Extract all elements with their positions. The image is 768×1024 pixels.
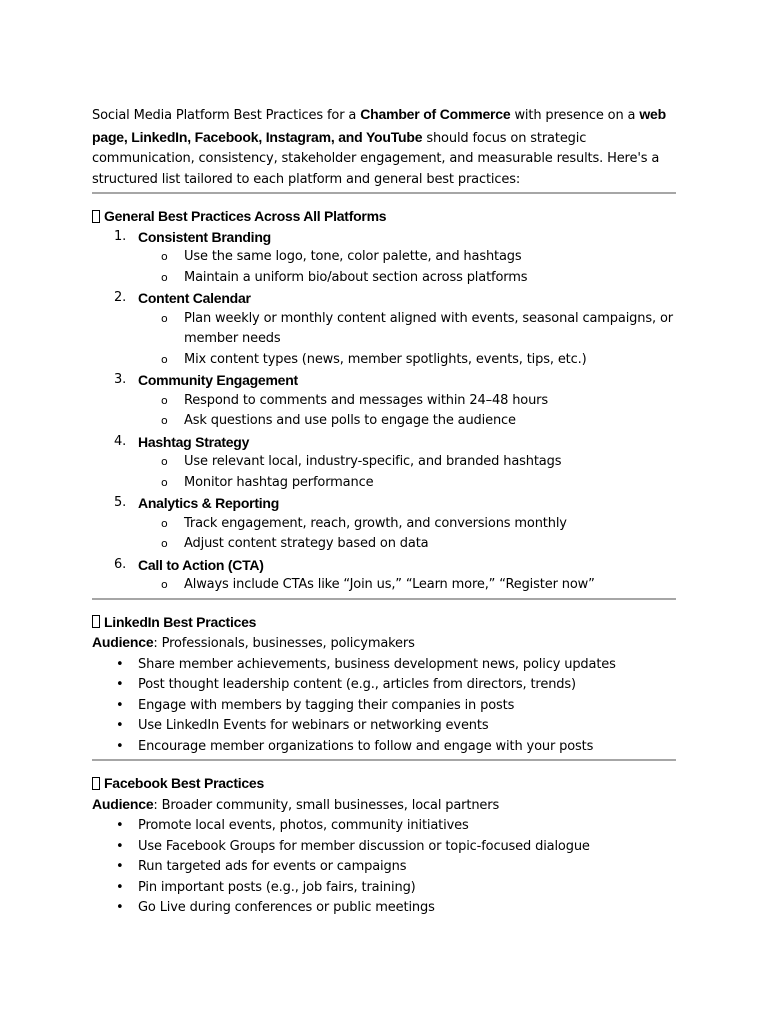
- list-item-text: Go Live during conferences or public meetings: [138, 900, 435, 915]
- facebook-bullet-list: [92, 816, 676, 919]
- list-item: [92, 878, 676, 899]
- bullet-icon: •: [116, 900, 124, 915]
- list-item: [92, 837, 676, 858]
- sub-list-item-text: Use relevant local, industry-specific, and branded hashtags: [184, 454, 562, 469]
- list-number: 6.: [114, 556, 127, 572]
- sub-list-item-text: Respond to comments and messages within 24–48 hours: [184, 392, 548, 408]
- sub-list: [138, 309, 676, 371]
- linkedin-section: [92, 612, 676, 758]
- facebook-audience-label: Audience: [92, 795, 154, 812]
- facebook-section: [92, 773, 676, 919]
- list-item: [92, 898, 676, 919]
- list-item-title: Content Calendar: [138, 290, 251, 306]
- list-number: 4.: [114, 433, 127, 449]
- missing-glyph-icon: [92, 615, 100, 628]
- intro-text-1: Social Media Platform Best Practices for a: [92, 108, 361, 123]
- list-item-text: Pin important posts (e.g., job fairs, training): [138, 879, 416, 895]
- section-divider: [92, 192, 676, 194]
- general-heading: [92, 206, 676, 227]
- list-item-title: Hashtag Strategy: [138, 433, 250, 450]
- circle-bullet-icon: o: [161, 414, 168, 427]
- bullet-icon: •: [116, 859, 124, 874]
- sub-list-item-text: Adjust content strategy based on data: [184, 536, 429, 551]
- list-item-title: Consistent Branding: [138, 228, 271, 245]
- sub-list: [138, 247, 676, 288]
- list-item: [92, 857, 676, 878]
- list-item-text: Engage with members by tagging their companies in posts: [138, 697, 515, 713]
- bullet-icon: •: [116, 697, 124, 713]
- intro-paragraph: [92, 104, 676, 190]
- bullet-icon: •: [116, 818, 124, 833]
- intro-bold-chamber: Chamber of Commerce: [360, 106, 511, 122]
- circle-bullet-icon: o: [161, 516, 168, 530]
- list-item-text: Use LinkedIn Events for webinars or networking events: [138, 718, 489, 733]
- intro-bold-platforms: web page, LinkedIn, Facebook, Instagram, and YouTube: [92, 106, 666, 145]
- circle-bullet-icon: o: [161, 352, 168, 366]
- linkedin-heading-text: LinkedIn Best Practices: [104, 613, 257, 630]
- sub-list-item: [138, 473, 676, 494]
- document-body: [92, 104, 676, 919]
- circle-bullet-icon: o: [161, 475, 168, 489]
- circle-bullet-icon: o: [161, 455, 168, 468]
- bullet-icon: •: [116, 656, 124, 672]
- list-item-text: Promote local events, photos, community initiatives: [138, 818, 469, 833]
- sub-list-item: [138, 309, 676, 350]
- sub-list-item: [138, 575, 676, 596]
- sub-list: [138, 391, 676, 432]
- numbered-list-item: [92, 555, 676, 596]
- sub-list-item-text: Ask questions and use polls to engage the audience: [184, 413, 516, 428]
- linkedin-heading: [92, 612, 676, 633]
- list-item: [92, 696, 676, 717]
- sub-list-item-text: Use the same logo, tone, color palette, and hashtags: [184, 249, 522, 264]
- circle-bullet-icon: o: [161, 250, 168, 263]
- list-number: 5.: [114, 495, 127, 510]
- sub-list: [138, 514, 676, 555]
- list-number: 1.: [114, 228, 127, 244]
- sub-list-item: [138, 514, 676, 535]
- facebook-heading: [92, 773, 676, 794]
- list-item: [92, 675, 676, 696]
- numbered-list-item: [92, 370, 676, 432]
- list-item-title: Call to Action (CTA): [138, 556, 264, 573]
- list-item-text: Post thought leadership content (e.g., articles from directors, trends): [138, 677, 576, 692]
- sub-list: [138, 575, 676, 596]
- list-item-title: Community Engagement: [138, 372, 298, 388]
- bullet-icon: •: [116, 718, 124, 733]
- numbered-list-item: [92, 288, 676, 370]
- list-item-text: Run targeted ads for events or campaigns: [138, 859, 407, 874]
- linkedin-audience-text: : Professionals, businesses, policymakers: [153, 636, 415, 651]
- list-item: [92, 716, 676, 737]
- circle-bullet-icon: o: [161, 393, 168, 407]
- intro-text-2: with presence on a: [510, 108, 640, 123]
- sub-list-item-text: Mix content types (news, member spotlights, events, tips, etc.): [184, 351, 587, 367]
- circle-bullet-icon: o: [161, 537, 168, 550]
- intro-text-3: should focus on strategic communication, consistency, stakeholder engagement, and measurable results. Here's a structured list tailored to each platform and general best practices:: [92, 130, 660, 187]
- list-number: 3.: [114, 372, 127, 387]
- sub-list-item: [138, 247, 676, 268]
- general-heading-text: General Best Practices Across All Platforms: [104, 208, 387, 224]
- facebook-heading-text: Facebook Best Practices: [104, 775, 264, 791]
- bullet-icon: •: [116, 838, 124, 854]
- sub-list-item: [138, 452, 676, 473]
- facebook-audience-text: : Broader community, small businesses, local partners: [153, 797, 500, 813]
- sub-list-item-text: Always include CTAs like “Join us,” “Learn more,” “Register now”: [184, 577, 595, 592]
- sub-list-item-text: Track engagement, reach, growth, and conversions monthly: [184, 515, 567, 531]
- list-item: [92, 655, 676, 676]
- section-divider: [92, 598, 676, 600]
- circle-bullet-icon: o: [161, 270, 168, 284]
- list-item-title: Analytics & Reporting: [138, 495, 279, 511]
- sub-list-item: [138, 534, 676, 555]
- list-item: [92, 737, 676, 758]
- missing-glyph-icon: [92, 210, 100, 223]
- sub-list: [138, 452, 676, 493]
- bullet-icon: •: [116, 677, 124, 692]
- sub-list-item-text: Plan weekly or monthly content aligned with events, seasonal campaigns, or member needs: [184, 310, 673, 346]
- numbered-list-item: [92, 493, 676, 555]
- missing-glyph-icon: [92, 777, 100, 790]
- list-item-text: Use Facebook Groups for member discussion or topic-focused dialogue: [138, 838, 590, 854]
- sub-list-item: [138, 411, 676, 432]
- sub-list-item-text: Monitor hashtag performance: [184, 474, 374, 490]
- linkedin-bullet-list: [92, 655, 676, 758]
- circle-bullet-icon: o: [161, 311, 168, 325]
- list-item: [92, 816, 676, 837]
- sub-list-item: [138, 391, 676, 412]
- numbered-list-item: [92, 432, 676, 494]
- numbered-list-item: [92, 227, 676, 289]
- circle-bullet-icon: o: [161, 578, 168, 591]
- bullet-icon: •: [116, 738, 124, 754]
- list-number: 2.: [114, 290, 127, 305]
- list-item-text: Share member achievements, business development news, policy updates: [138, 656, 616, 672]
- facebook-audience: [92, 794, 676, 817]
- bullet-icon: •: [116, 879, 124, 895]
- section-divider: [92, 759, 676, 761]
- sub-list-item-text: Maintain a uniform bio/about section across platforms: [184, 269, 528, 285]
- sub-list-item: [138, 350, 676, 371]
- list-item-text: Encourage member organizations to follow and engage with your posts: [138, 738, 594, 754]
- linkedin-audience-label: Audience: [92, 634, 154, 650]
- sub-list-item: [138, 268, 676, 289]
- linkedin-audience: [92, 632, 676, 655]
- general-section: [92, 206, 676, 596]
- general-numbered-list: [92, 227, 676, 596]
